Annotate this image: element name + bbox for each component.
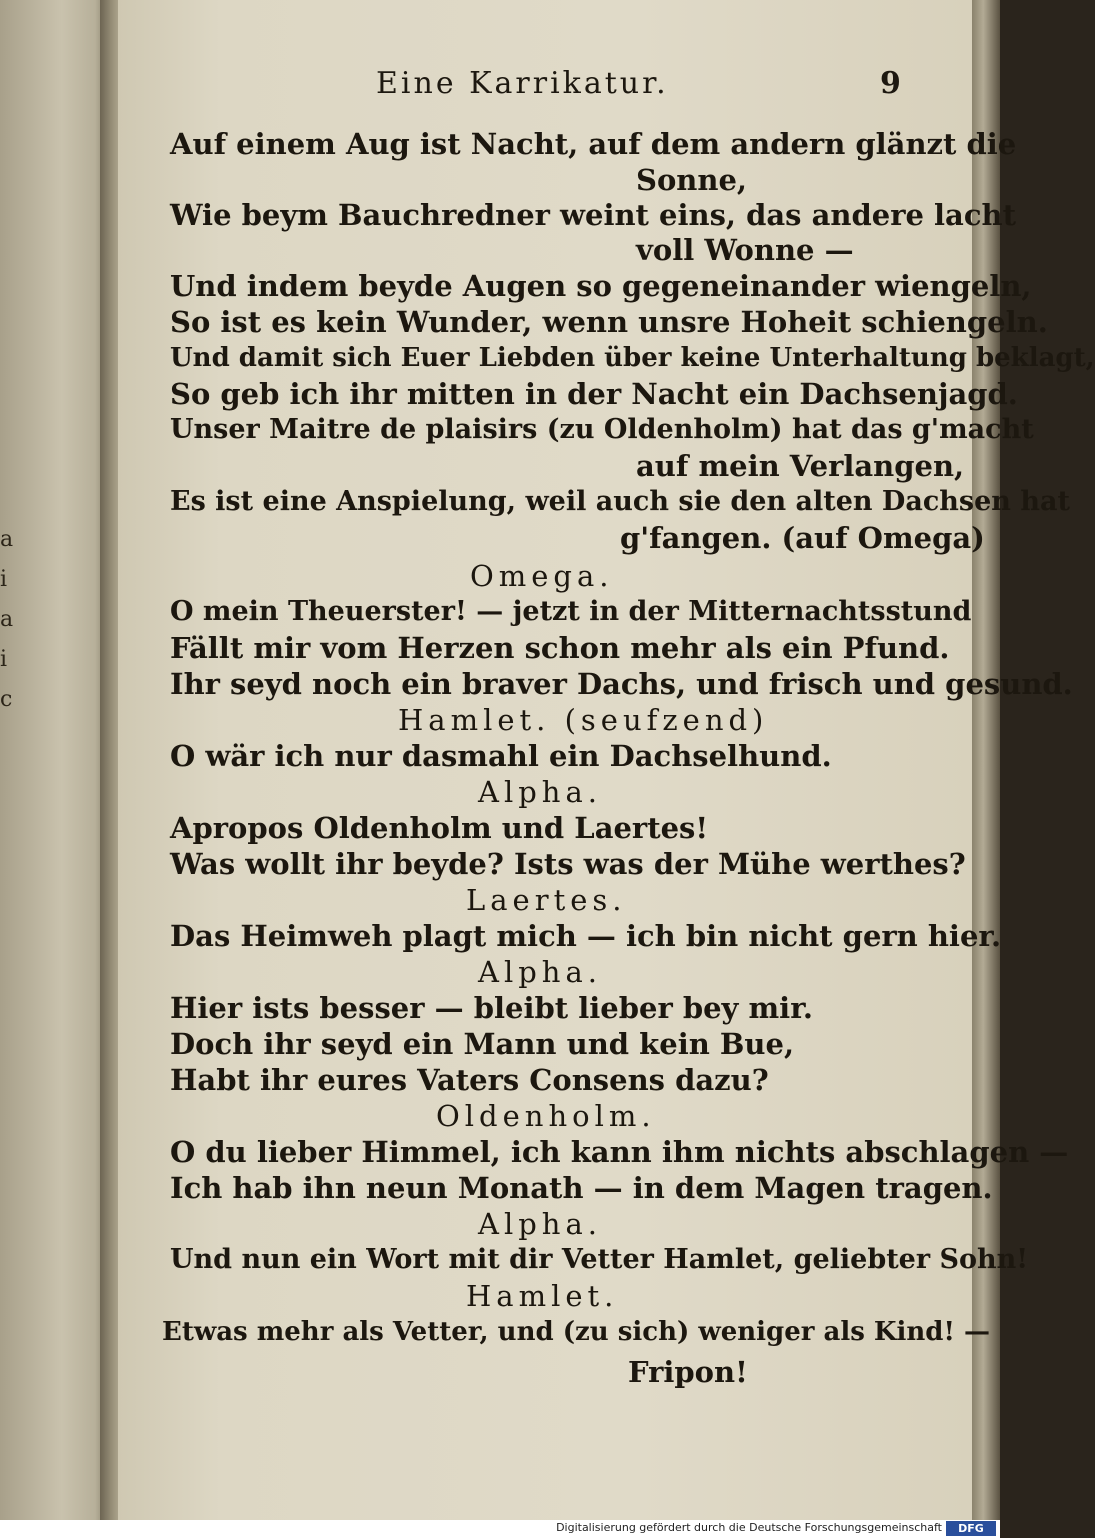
left-mark: a — [0, 527, 14, 552]
text-line: auf mein Verlangen, — [636, 449, 965, 483]
speaker-name: Alpha. — [478, 955, 602, 989]
speaker-name: Laertes. — [466, 883, 627, 917]
text-line: Und damit sich Euer Liebden über keine Unterhaltung beklagt, — [170, 343, 1095, 373]
text-line: O wär ich nur dasmahl ein Dachselhund. — [170, 739, 832, 773]
text-line: Was wollt ihr beyde? Ists was der Mühe werthes? — [170, 847, 966, 881]
text-line: voll Wonne — — [636, 233, 854, 267]
speaker-name: Oldenholm. — [436, 1099, 656, 1133]
text-line: O mein Theuerster! — jetzt in der Mitternachtsstund — [170, 596, 972, 627]
text-line: So geb ich ihr mitten in der Nacht ein Dachsenjagd. — [170, 377, 1018, 411]
text-line: Auf einem Aug ist Nacht, auf dem andern glänzt die — [170, 127, 1017, 161]
text-line: Es ist eine Anspielung, weil auch sie den alten Dachsen hat — [170, 486, 1070, 517]
left-mark: i — [0, 647, 8, 672]
text-line: Und nun ein Wort mit dir Vetter Hamlet, geliebter Sohn! — [170, 1244, 1029, 1275]
text-line: g'fangen. (auf Omega) — [620, 521, 985, 555]
running-title: Eine Karrikatur. — [376, 66, 669, 101]
dfg-logo: DFG — [946, 1521, 996, 1536]
text-line: Wie beym Bauchredner weint eins, das andere lacht — [170, 198, 1016, 232]
left-page-marks — [0, 520, 12, 720]
speaker-name: Alpha. — [478, 1207, 602, 1241]
left-mark: i — [0, 567, 8, 592]
text-line: Doch ihr seyd ein Mann und kein Bue, — [170, 1027, 795, 1061]
speaker-name: Alpha. — [478, 775, 602, 809]
text-line: Das Heimweh plagt mich — ich bin nicht gern hier. — [170, 919, 1002, 953]
speaker-name: Hamlet. — [466, 1279, 619, 1313]
text-line: Ihr seyd noch ein braver Dachs, und frisch und gesund. — [170, 667, 1073, 701]
text-line: Ich hab ihn neun Monath — in dem Magen tragen. — [170, 1171, 993, 1205]
text-line: Unser Maitre de plaisirs (zu Oldenholm) hat das g'macht — [170, 414, 1034, 445]
text-line: Fripon! — [628, 1355, 748, 1389]
text-line: O du lieber Himmel, ich kann ihm nichts abschlagen — — [170, 1135, 1069, 1169]
text-line: Apropos Oldenholm und Laertes! — [170, 811, 709, 845]
text-line: Hier ists besser — bleibt lieber bey mir. — [170, 991, 813, 1025]
speaker-name: Omega. — [470, 559, 614, 593]
left-page-edge — [0, 0, 112, 1520]
page-number: 9 — [880, 66, 901, 101]
funding-note: Digitalisierung gefördert durch die Deutsche Forschungsgemeinschaft — [556, 1521, 942, 1534]
text-line: So ist es kein Wunder, wenn unsre Hoheit schiengeln. — [170, 305, 1048, 339]
speaker-name: Hamlet. (seufzend) — [398, 703, 769, 737]
text-line: Etwas mehr als Vetter, und (zu sich) weniger als Kind! — — [162, 1317, 990, 1347]
left-mark: a — [0, 607, 14, 632]
text-line: Habt ihr eures Vaters Consens dazu? — [170, 1063, 769, 1097]
text-line: Sonne, — [636, 163, 748, 197]
left-mark: c — [0, 687, 13, 712]
text-line: Fällt mir vom Herzen schon mehr als ein Pfund. — [170, 631, 950, 665]
text-line: Und indem beyde Augen so gegeneinander wiengeln, — [170, 269, 1032, 303]
